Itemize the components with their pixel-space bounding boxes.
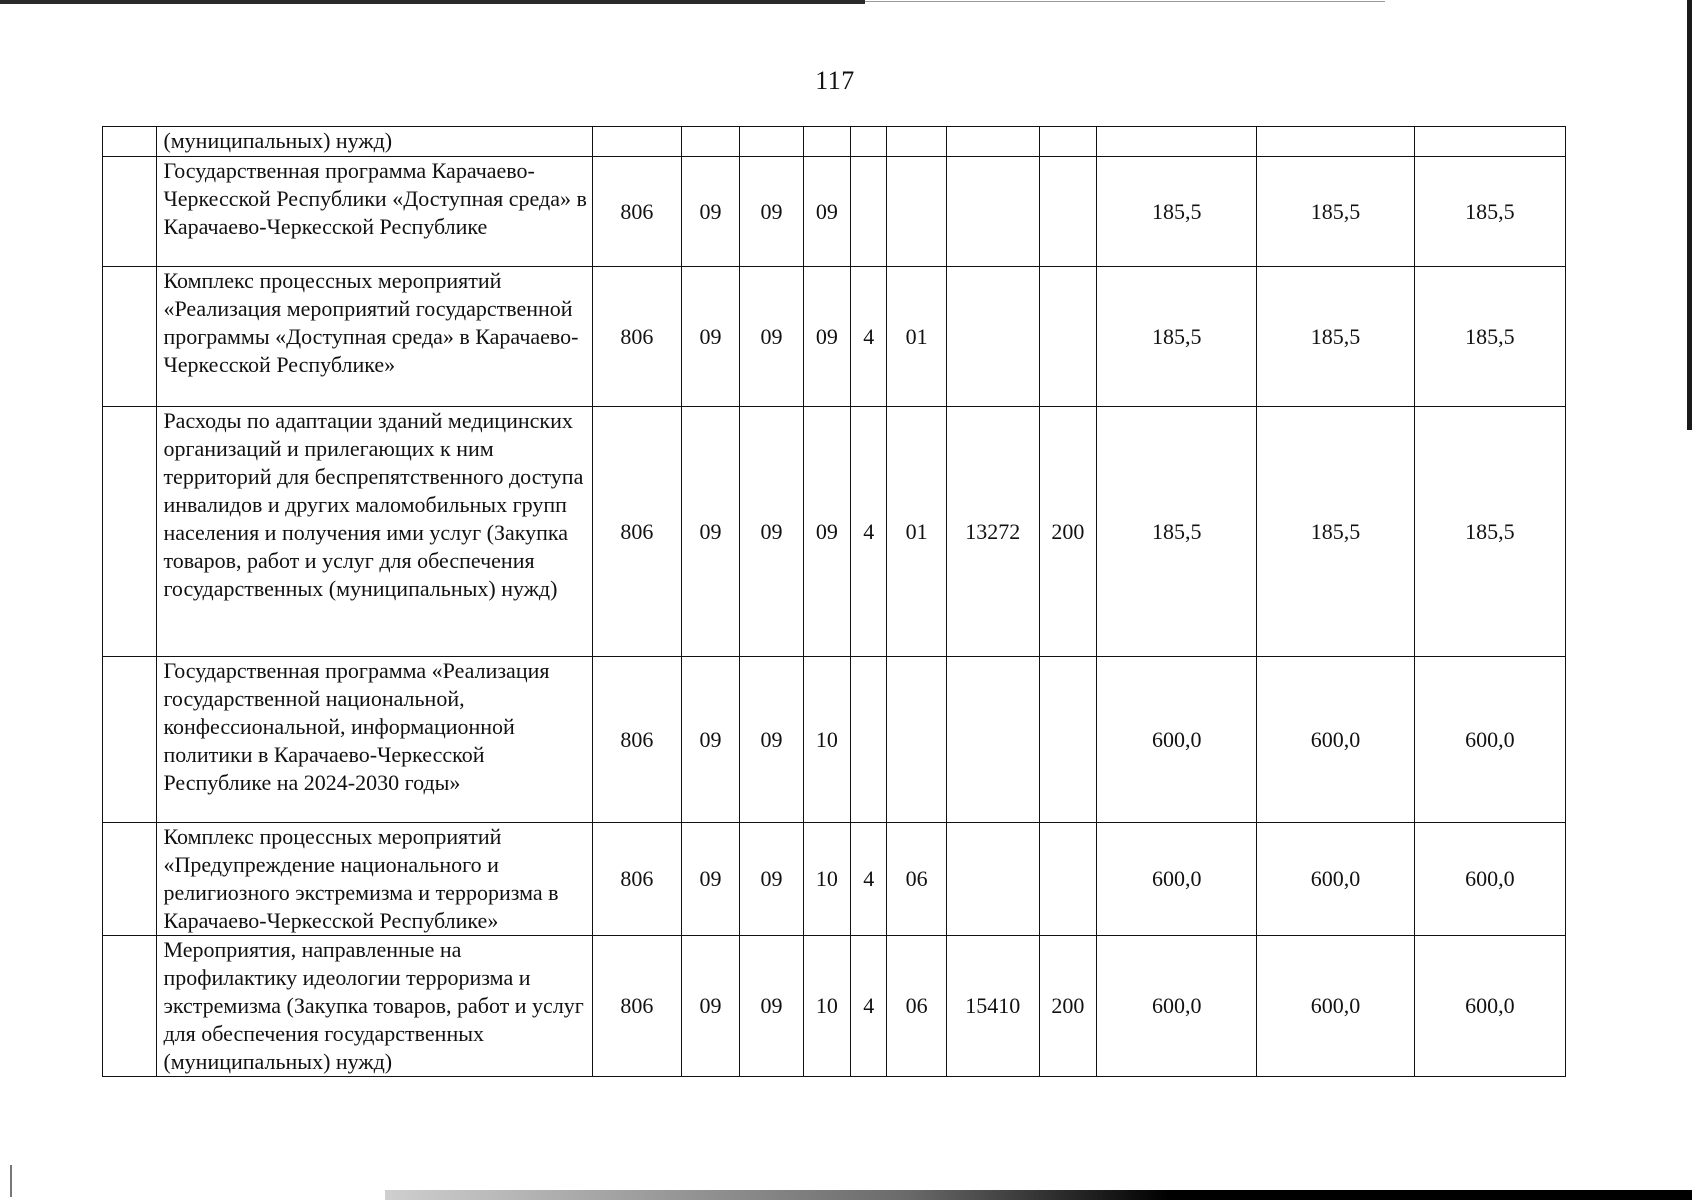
scan-margin-mark — [10, 1165, 12, 1197]
row-number-cell — [103, 127, 157, 157]
section-code-cell: 09 — [681, 936, 739, 1077]
direction-code-cell — [946, 267, 1039, 407]
amount-year-1-cell: 185,5 — [1097, 407, 1257, 657]
expense-name-cell: (муниципальных) нужд) — [157, 127, 593, 157]
amount-year-2-cell: 185,5 — [1257, 407, 1414, 657]
table-row — [103, 823, 1566, 936]
program-type-cell — [851, 157, 887, 267]
expense-type-cell — [1039, 823, 1096, 936]
expense-name-cell: Государственная программа «Реализация государственной национальной, конфессиональной, информационной политики в Карачаево-Черкесской Республике на 2024-2030 годы» — [157, 657, 593, 823]
direction-code-cell — [946, 657, 1039, 823]
amount-year-1-cell — [1097, 127, 1257, 157]
expense-name-cell: Государственная программа Карачаево-Черкесской Республики «Доступная среда» в Карачаево-Черкесской Республике — [157, 157, 593, 267]
expense-type-cell: 200 — [1039, 407, 1096, 657]
program-type-cell — [851, 127, 887, 157]
section-code-cell: 09 — [681, 657, 739, 823]
structure-code-cell — [887, 127, 946, 157]
program-type-cell: 4 — [851, 936, 887, 1077]
amount-year-3-cell — [1414, 127, 1565, 157]
scan-top-edge-rule-faint — [865, 1, 1385, 2]
subsection-code-cell: 09 — [740, 157, 804, 267]
expense-name-cell: Комплекс процессных мероприятий «Предупреждение национального и религиозного экстремизма и терроризма в Карачаево-Черкесской Республике» — [157, 823, 593, 936]
row-number-cell — [103, 936, 157, 1077]
expense-type-cell: 200 — [1039, 936, 1096, 1077]
expense-type-cell — [1039, 127, 1096, 157]
subsection-code-cell: 09 — [740, 407, 804, 657]
table-row — [103, 657, 1566, 823]
section-code-cell: 09 — [681, 823, 739, 936]
amount-year-3-cell: 600,0 — [1414, 936, 1565, 1077]
direction-code-cell — [946, 823, 1039, 936]
program-code-cell: 10 — [803, 657, 850, 823]
program-code-cell: 09 — [803, 407, 850, 657]
amount-year-1-cell: 185,5 — [1097, 157, 1257, 267]
table-row — [103, 407, 1566, 657]
subsection-code-cell: 09 — [740, 657, 804, 823]
ministry-code-cell: 806 — [593, 823, 682, 936]
section-code-cell: 09 — [681, 267, 739, 407]
amount-year-3-cell: 600,0 — [1414, 823, 1565, 936]
program-type-cell: 4 — [851, 407, 887, 657]
row-number-cell — [103, 157, 157, 267]
ministry-code-cell: 806 — [593, 157, 682, 267]
program-code-cell: 10 — [803, 823, 850, 936]
amount-year-2-cell — [1257, 127, 1414, 157]
amount-year-3-cell: 185,5 — [1414, 267, 1565, 407]
amount-year-2-cell: 185,5 — [1257, 267, 1414, 407]
ministry-code-cell — [593, 127, 682, 157]
expense-name-cell: Комплекс процессных мероприятий «Реализация мероприятий государственной программы «Доступная среда» в Карачаево-Черкесской Республике» — [157, 267, 593, 407]
table-row — [103, 267, 1566, 407]
section-code-cell: 09 — [681, 157, 739, 267]
section-code-cell: 09 — [681, 407, 739, 657]
expense-type-cell — [1039, 657, 1096, 823]
amount-year-1-cell: 185,5 — [1097, 267, 1257, 407]
table-row — [103, 936, 1566, 1077]
structure-code-cell: 01 — [887, 267, 946, 407]
ministry-code-cell: 806 — [593, 936, 682, 1077]
amount-year-2-cell: 185,5 — [1257, 157, 1414, 267]
row-number-cell — [103, 267, 157, 407]
subsection-code-cell: 09 — [740, 936, 804, 1077]
table-row — [103, 157, 1566, 267]
structure-code-cell: 01 — [887, 407, 946, 657]
program-type-cell — [851, 657, 887, 823]
direction-code-cell: 15410 — [946, 936, 1039, 1077]
subsection-code-cell: 09 — [740, 823, 804, 936]
page-number: 117 — [815, 66, 855, 95]
expense-name-cell: Расходы по адаптации зданий медицинских организаций и прилегающих к ним территорий для беспрепятственного доступа инвалидов и других маломобильных групп населения и получения ими услуг (Закупка товаров, работ и услуг для обеспечения государственных (муниципальных) нужд) — [157, 407, 593, 657]
program-code-cell: 09 — [803, 157, 850, 267]
ministry-code-cell: 806 — [593, 657, 682, 823]
structure-code-cell: 06 — [887, 823, 946, 936]
scan-top-edge-rule — [0, 0, 865, 4]
program-code-cell: 09 — [803, 267, 850, 407]
scan-bottom-edge-shadow — [385, 1190, 1692, 1200]
amount-year-3-cell: 185,5 — [1414, 157, 1565, 267]
amount-year-3-cell: 185,5 — [1414, 407, 1565, 657]
ministry-code-cell: 806 — [593, 267, 682, 407]
amount-year-2-cell: 600,0 — [1257, 936, 1414, 1077]
direction-code-cell — [946, 157, 1039, 267]
amount-year-2-cell: 600,0 — [1257, 657, 1414, 823]
amount-year-2-cell: 600,0 — [1257, 823, 1414, 936]
program-code-cell: 10 — [803, 936, 850, 1077]
scan-right-edge-shadow — [1687, 0, 1692, 430]
amount-year-1-cell: 600,0 — [1097, 936, 1257, 1077]
expense-type-cell — [1039, 157, 1096, 267]
row-number-cell — [103, 407, 157, 657]
direction-code-cell: 13272 — [946, 407, 1039, 657]
expense-name-cell: Мероприятия, направленные на профилактику идеологии терроризма и экстремизма (Закупка товаров, работ и услуг для обеспечения государственных (муниципальных) нужд) — [157, 936, 593, 1077]
program-type-cell: 4 — [851, 267, 887, 407]
row-number-cell — [103, 657, 157, 823]
budget-allocation-table — [102, 126, 1566, 1077]
structure-code-cell — [887, 657, 946, 823]
section-code-cell — [681, 127, 739, 157]
amount-year-1-cell: 600,0 — [1097, 823, 1257, 936]
direction-code-cell — [946, 127, 1039, 157]
amount-year-3-cell: 600,0 — [1414, 657, 1565, 823]
program-type-cell: 4 — [851, 823, 887, 936]
program-code-cell — [803, 127, 850, 157]
structure-code-cell: 06 — [887, 936, 946, 1077]
amount-year-1-cell: 600,0 — [1097, 657, 1257, 823]
structure-code-cell — [887, 157, 946, 267]
expense-type-cell — [1039, 267, 1096, 407]
subsection-code-cell: 09 — [740, 267, 804, 407]
ministry-code-cell: 806 — [593, 407, 682, 657]
row-number-cell — [103, 823, 157, 936]
subsection-code-cell — [740, 127, 804, 157]
table-row — [103, 127, 1566, 157]
